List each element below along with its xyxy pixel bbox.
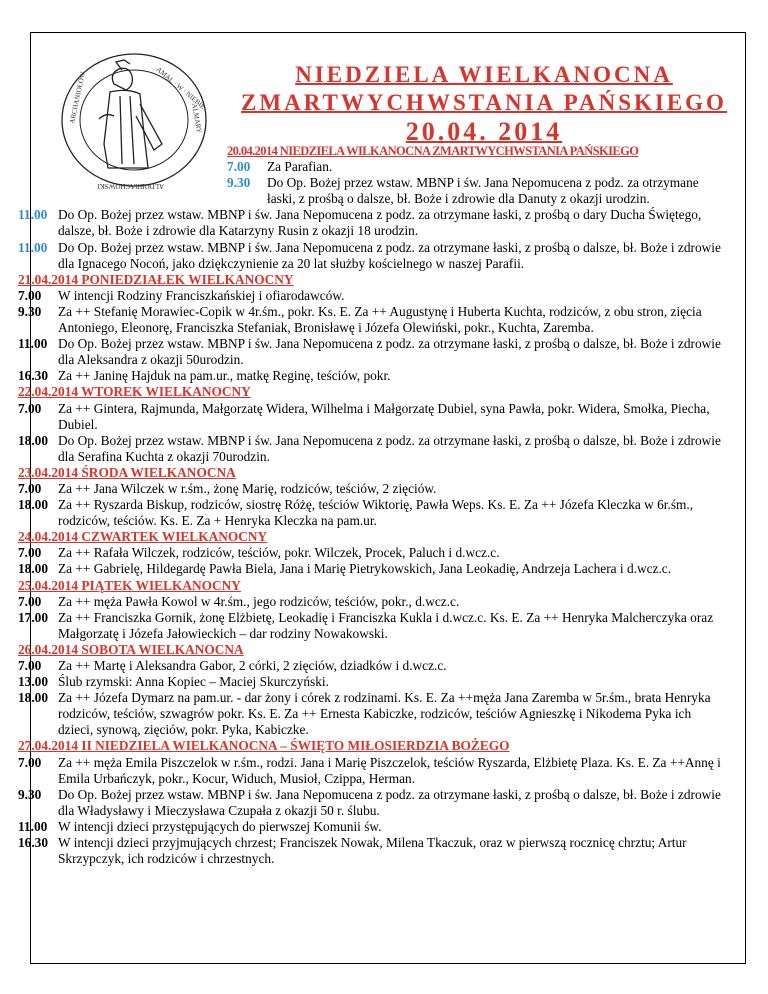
mass-intention: Za ++ Gabrielę, Hildegardę Pawła Biela, Jana i Marię Pietrykowskich, Jana Leokadię, Andrzeja Lachera i d.wcz.c. — [58, 561, 672, 577]
mass-time: 7.00 — [18, 658, 42, 673]
mass-entry — [18, 401, 728, 433]
svg-text:ARCHANIOŁÓW: ARCHANIOŁÓW — [68, 71, 87, 125]
day-heading: 27.04.2014 II NIEDZIELA WIELKANOCNA – ŚWIĘTO MIŁOSIERDZIA BOŻEGO — [18, 738, 510, 754]
mass-entry — [227, 159, 728, 175]
mass-time: 13.00 — [18, 674, 49, 690]
mass-entry — [18, 610, 728, 642]
mass-intention: Do Op. Bożej przez wstaw. MBNP i św. Jana Nepomucena z podz. za otrzymane łaski, z prośbą o dalsze, bł. Boże i zdrowie dla Serafina Kuchta z okazji 70urodzin. — [58, 432, 721, 464]
mass-time: 16.30 — [18, 835, 49, 851]
mass-time: 18.00 — [18, 497, 49, 513]
mass-time: 9.30 — [18, 303, 42, 319]
mass-time: 7.00 — [18, 545, 42, 561]
mass-entry — [18, 819, 728, 835]
mass-entry — [18, 497, 728, 529]
mass-intention: Za ++ Janinę Hajduk na pam.ur., matkę Reginę, teściów, pokr. — [58, 368, 391, 384]
mass-entry — [18, 545, 728, 561]
mass-entry — [227, 175, 728, 207]
svg-text:ALMARY: ALMARY — [190, 102, 204, 134]
mass-time: 7.00 — [227, 159, 251, 175]
mass-entry — [18, 835, 728, 867]
mass-intention: Za ++ Stefanię Morawiec-Copik w 4r.śm., pokr. Ks. E. Za ++ Augustynę i Huberta Kuchta, rodziców, z obu stron, zięcia Antoniego, Eleonorę, Franciszka Stefaniak, Bronisławę i Józefa Olewiński, pokr., Kuchta, Zaremba. — [58, 303, 702, 336]
mass-time: 7.00 — [18, 754, 42, 770]
mass-intention: Za ++ męża Emila Piszczelok w r.śm., rodzi. Jana i Marię Piszczelok, teściów Ryszarda, Elżbietę Plaza. Ks. E. Za ++Annę i Emila Urbańczyk, pokr., Kocur, Widuch, Musioł, Czippa, Herman. — [58, 754, 721, 786]
mass-time: 18.00 — [18, 432, 49, 448]
svg-text:ALDOBRACHOWSKI: ALDOBRACHOWSKI — [97, 182, 164, 190]
mass-time: 18.00 — [18, 690, 49, 706]
mass-intention: Do Op. Bożej przez wstaw. MBNP i św. Jana Nepomucena z podz. za otrzymane łaski, z prośbą o dary Ducha Świętego, dalsze, bł. Boże i zdrowie dla Katarzyny Rusin z okazji 18 urodzin. — [58, 207, 702, 239]
mass-intention: W intencji Rodziny Franciszkańskiej i ofiarodawców. — [58, 287, 345, 303]
day-heading: 23.04.2014 ŚRODA WIELKANOCNA — [18, 464, 236, 480]
mass-intention: Do Op. Bożej przez wstaw. MBNP i św. Jana Nepomucena z podz. za otrzymane łaski, z prośbą o dalsze, bł. Boże i zdrowie dla Ignacego Nocoń, jako dziękczynienie za 20 lat służby kościelnego w naszej Parafii. — [58, 239, 721, 271]
mass-intention: Za ++ Józefa Dymarz na pam.ur. - dar żony i córek z rodzinami. Ks. E. Za ++męża Jana Zaremba w 5r.śm., brata Henryka rodziców, teściów, szwagrów pokr. Ks. E. Za ++ Ernesta Kabiczke, rodziców, teściów Agnieszkę i Nikodema Pyka ich dzieci, synową, zięciów, pokr. Pyka, Kabiczke. — [58, 690, 711, 738]
mass-entry — [18, 207, 728, 239]
mass-entry — [18, 481, 728, 497]
mass-entry — [18, 336, 728, 368]
mass-schedule — [18, 143, 728, 867]
mass-entry — [18, 594, 728, 610]
mass-time: 7.00 — [18, 480, 42, 496]
day-heading: 25.04.2014 PIĄTEK WIELKANOCNY — [18, 577, 241, 593]
mass-time: 11.00 — [18, 336, 48, 352]
mass-intention: Za Parafian. — [267, 159, 333, 175]
mass-time: 7.00 — [18, 593, 42, 609]
mass-time: 18.00 — [18, 561, 49, 577]
svg-text:AMAL · W · NIEBIE: AMAL · W · NIEBIE — [154, 65, 207, 111]
mass-intention: Za ++ Ryszarda Biskup, rodziców, siostrę Różę, teściów Wiktorię, Pawła Weps. Ks. E. Za ++ Józefa Kleczka w 6r.śm., rodziców, teściów. Ks. E. Za + Henryka Kleczka na pam.ur. — [58, 497, 694, 529]
mass-entry — [18, 690, 728, 738]
title-line-2: ZMARTWYCHWSTANIA PAŃSKIEGO — [241, 90, 727, 115]
day-heading: 22.04.2014 WTOREK WIELKANOCNY — [18, 384, 251, 400]
mass-intention: Za ++ Franciszka Gornik, żonę Elżbietę, Leokadię i Franciszka Kukla i d.wcz.c. Ks. E. Za ++ Henryka Malcherczyka oraz Małgorzatę i Józefa Jałowieckich – dar rodziny Nowakowski. — [58, 609, 714, 641]
day-heading: 24.04.2014 CZWARTEK WIELKANOCNY — [18, 529, 268, 545]
mass-entry — [18, 755, 728, 787]
mass-time: 9.30 — [18, 786, 42, 802]
mass-time: 9.30 — [227, 175, 251, 191]
title-date: 20.04. 2014 — [405, 117, 563, 146]
mass-entry — [18, 674, 728, 690]
mass-entry — [18, 304, 728, 336]
mass-intention: Za ++ męża Pawła Kowol w 4r.śm., jego rodziców, teściów, pokr., d.wcz.c. — [58, 593, 460, 609]
mass-intention: Do Op. Bożej przez wstaw. MBNP i św. Jana Nepomucena z podz. za otrzymane łaski, z prośbą o dalsze, bł. Boże i zdrowie dla Aleksandra z okazji 50urodzin. — [58, 336, 721, 368]
mass-intention: W intencji dzieci przyjmujących chrzest; Franciszek Nowak, Milena Tkaczuk, oraz w pierwszą rocznicę chrztu; Artur Skrzypczyk, ich rodziców i chrzestnych. — [58, 835, 687, 867]
mass-time: 7.00 — [18, 400, 42, 416]
mass-entry — [18, 561, 728, 577]
mass-entry — [18, 433, 728, 465]
mass-intention: Do Op. Bożej przez wstaw. MBNP i św. Jana Nepomucena z podz. za otrzymane łaski, z prośbą o dalsze, bł. Boże i zdrowie dla Danuty z okazji urodzin. — [267, 175, 699, 207]
mass-time: 7.00 — [18, 287, 42, 303]
mass-time: 11.00 — [18, 818, 48, 834]
mass-intention: Za ++ Rafała Wilczek, rodziców, teściów, pokr. Wilczek, Procek, Paluch i d.wcz.c. — [58, 545, 500, 561]
mass-intention: Za ++ Jana Wilczek w r.śm., żonę Marię, rodziców, teściów, 2 zięciów. — [58, 480, 437, 496]
mass-intention: Za ++ Martę i Aleksandra Gabor, 2 córki, 2 zięciów, dziadków i d.wcz.c. — [58, 658, 447, 673]
day-heading: 21.04.2014 PONIEDZIAŁEK WIELKANOCNY — [18, 271, 294, 287]
mass-time: 11.00 — [18, 239, 48, 255]
mass-intention: W intencji dzieci przystępujących do pierwszej Komunii św. — [58, 818, 382, 834]
mass-intention: Za ++ Gintera, Rajmunda, Małgorzatę Widera, Wilhelma i Małgorzatę Dubiel, syna Pawła, pokr. Widera, Smołka, Piecha, Dubiel. — [58, 400, 710, 432]
mass-intention: Do Op. Bożej przez wstaw. MBNP i św. Jana Nepomucena z podz. za otrzymane łaski, z prośbą o dalsze, bł. Boże i zdrowie dla Władysławy i Mieczysława Czupała z okazji 50 r. ślubu. — [58, 786, 721, 818]
day-heading: 26.04.2014 SOBOTA WIELKANOCNA — [18, 641, 244, 657]
mass-time: 16.30 — [18, 368, 49, 384]
mass-time: 11.00 — [18, 207, 48, 223]
mass-time: 17.00 — [18, 609, 49, 625]
mass-entry — [18, 240, 728, 272]
mass-entry — [18, 658, 728, 674]
title-line-1: NIEDZIELA WIELKANOCNA — [295, 62, 673, 87]
day-heading: 20.04.2014 NIEDZIELA WILKANOCNA ZMARTWYCHWSTANIA PAŃSKIEGO — [227, 144, 639, 158]
mass-entry — [18, 368, 728, 384]
mass-entry — [18, 787, 728, 819]
mass-entry — [18, 288, 728, 304]
mass-intention: Ślub rzymski: Anna Kopiec – Maciej Skurczyński. — [58, 674, 329, 690]
